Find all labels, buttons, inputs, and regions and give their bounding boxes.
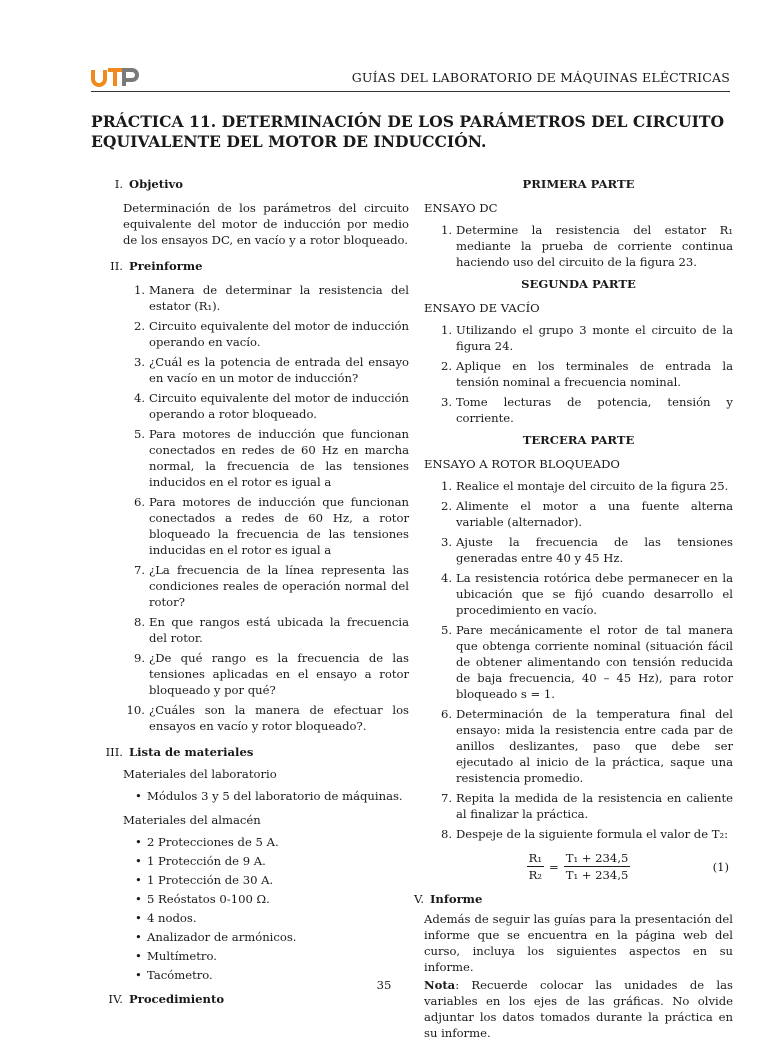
list-item xyxy=(424,478,733,494)
section-heading: Informe xyxy=(430,892,483,906)
preinforme-list xyxy=(91,282,409,734)
segunda-parte-list xyxy=(424,322,733,426)
list-item xyxy=(424,534,733,566)
list-item xyxy=(424,222,733,270)
bullet-item: • 5 Reóstatos 0-100 Ω. xyxy=(91,891,409,907)
bullet-item: • Analizador de armónicos. xyxy=(91,929,409,945)
tercera-parte-heading: TERCERA PARTE xyxy=(522,433,635,447)
bullet-item: • Tacómetro. xyxy=(91,967,409,983)
section-number: I. xyxy=(114,177,123,191)
page-title: PRÁCTICA 11. DETERMINACIÓN DE LOS PARÁMETROS DEL CIRCUITO EQUIVALENTE DEL MOTOR DE INDUCCIÓN. xyxy=(91,112,725,151)
primera-parte-list xyxy=(424,222,733,270)
item-number: 8. xyxy=(133,615,145,629)
list-item xyxy=(91,390,409,422)
item-number: 5. xyxy=(133,427,145,441)
informe-text: Además de seguir las guías para la presentación del informe que se encuentra en la página web del curso, incluya los siguientes aspectos en su informe. xyxy=(424,912,733,974)
note-label: Nota xyxy=(424,978,456,992)
header-title: GUÍAS DEL LABORATORIO DE MÁQUINAS ELÉCTRICAS xyxy=(351,70,730,85)
item-text: ¿Cuáles son la manera de efectuar los ensayos en vacío y rotor bloqueado?. xyxy=(149,703,409,733)
primera-parte-heading: PRIMERA PARTE xyxy=(522,177,635,191)
objetivo-text: Determinación de los parámetros del circuito equivalente del motor de inducción por medio de los ensayos DC, en vacío y a rotor bloqueado. xyxy=(123,201,409,247)
section-objetivo xyxy=(91,176,409,192)
list-item xyxy=(91,354,409,386)
list-item xyxy=(424,622,733,702)
item-text: Pare mecánicamente el rotor de tal manera que obtenga corriente nominal (situación fácil de obtener alimentando con tensión reducida de baja frecuencia, 40 – 45 Hz), para rotor bloqueado s = 1. xyxy=(456,623,733,701)
equation-number: (1) xyxy=(712,860,729,874)
item-number: 2. xyxy=(440,359,452,373)
list-item xyxy=(91,318,409,350)
item-text: Aplique en los terminales de entrada la tensión nominal a frecuencia nominal. xyxy=(456,359,733,389)
lab-materials-list xyxy=(91,788,409,804)
equals-sign: = xyxy=(549,859,559,874)
item-number: 1. xyxy=(440,323,452,337)
item-text: ¿Cuál es la potencia de entrada del ensayo en vacío en un motor de inducción? xyxy=(149,355,409,385)
bullet-item: • 1 Protección de 9 A. xyxy=(91,853,409,869)
list-item xyxy=(91,650,409,698)
item-number: 1. xyxy=(440,223,452,237)
section-number: III. xyxy=(105,745,123,759)
list-item xyxy=(91,494,409,558)
lab-materials-label: Materiales del laboratorio xyxy=(123,767,277,781)
list-item xyxy=(424,826,733,842)
note-text: : Recuerde colocar las unidades de las variables en los ejes de las gráficas. No olvide adjuntar los datos tomados durante la práctica en su informe. xyxy=(424,978,733,1040)
item-number: 4. xyxy=(440,571,452,585)
list-item xyxy=(424,706,733,786)
list-item xyxy=(91,614,409,646)
lhs-denominator: R₂ xyxy=(528,868,542,882)
item-number: 1. xyxy=(133,283,145,297)
item-text: Despeje de la siguiente formula el valor de T₂: xyxy=(456,827,729,841)
list-item xyxy=(424,570,733,618)
header-rule xyxy=(91,91,730,92)
list-item xyxy=(424,394,733,426)
item-number: 4. xyxy=(133,391,145,405)
item-text: En que rangos está ubicada la frecuencia del rotor. xyxy=(149,615,409,645)
page-number: 35 xyxy=(376,978,392,992)
item-text: Para motores de inducción que funcionan conectados en redes de 60 Hz en marcha normal, la frecuencia de las tensiones inducidos en el rotor es igual a xyxy=(149,427,409,489)
tercera-parte-list xyxy=(424,478,733,842)
item-text: Tome lecturas de potencia, tensión y corriente. xyxy=(456,395,733,425)
section-materiales xyxy=(91,744,409,760)
list-item xyxy=(91,702,409,734)
item-number: 1. xyxy=(440,479,452,493)
list-item xyxy=(424,498,733,530)
item-number: 10. xyxy=(126,703,145,717)
lhs-fraction xyxy=(527,850,544,883)
item-text: Repita la medida de la resistencia en caliente al finalizar la práctica. xyxy=(456,791,733,821)
section-preinforme xyxy=(91,258,409,274)
item-text: Alimente el motor a una fuente alterna variable (alternador). xyxy=(456,499,733,529)
item-text: ¿La frecuencia de la línea representa las condiciones reales de operación normal del rotor? xyxy=(149,563,409,609)
list-item xyxy=(424,790,733,822)
item-text: Utilizando el grupo 3 monte el circuito de la figura 24. xyxy=(456,323,733,353)
item-number: 8. xyxy=(440,827,452,841)
section-heading: Lista de materiales xyxy=(129,745,254,759)
item-number: 3. xyxy=(440,535,452,549)
ensayo-vacio-subheading: ENSAYO DE VACÍO xyxy=(424,301,540,315)
section-number: II. xyxy=(110,259,123,273)
item-number: 2. xyxy=(133,319,145,333)
item-text: Determinación de la temperatura final del ensayo: mida la resistencia entre cada par de anillos deslizantes, paso que debe ser ejecutado al inicio de la práctica, saque una resistencia promedio. xyxy=(456,707,733,785)
list-item xyxy=(424,322,733,354)
item-text: La resistencia rotórica debe permanecer en la ubicación que se fijó cuando desarrollo el procedimiento en vacío. xyxy=(456,571,733,617)
utp-logo xyxy=(91,66,141,88)
bullet-item: • 1 Protección de 30 A. xyxy=(91,872,409,888)
item-number: 6. xyxy=(133,495,145,509)
item-text: Circuito equivalente del motor de inducción operando en vacío. xyxy=(149,319,409,349)
item-text: Para motores de inducción que funcionan conectados a redes de 60 Hz, a rotor bloqueado la frecuencia de las tensiones inducidas en el rotor es igual a xyxy=(149,495,409,557)
item-number: 9. xyxy=(133,651,145,665)
item-text: Realice el montaje del circuito de la figura 25. xyxy=(456,479,729,493)
bullet-item: • Multímetro. xyxy=(91,948,409,964)
item-text: Ajuste la frecuencia de las tensiones generadas entre 40 y 45 Hz. xyxy=(456,535,733,565)
rhs-numerator: T₁ + 234,5 xyxy=(565,851,629,865)
section-heading: Procedimiento xyxy=(129,992,225,1006)
lhs-numerator: R₁ xyxy=(528,851,542,865)
item-number: 6. xyxy=(440,707,452,721)
rhs-denominator: T₁ + 234,5 xyxy=(565,868,629,882)
item-number: 3. xyxy=(133,355,145,369)
bullet-item: • Módulos 3 y 5 del laboratorio de máquinas. xyxy=(91,788,409,804)
item-number: 2. xyxy=(440,499,452,513)
bullet-item: • 2 Protecciones de 5 A. xyxy=(91,834,409,850)
list-item xyxy=(424,358,733,390)
list-item xyxy=(91,282,409,314)
bullet-item: • 4 nodos. xyxy=(91,910,409,926)
ensayo-rotor-subheading: ENSAYO A ROTOR BLOQUEADO xyxy=(424,457,620,471)
item-number: 5. xyxy=(440,623,452,637)
item-number: 7. xyxy=(133,563,145,577)
store-materials-list xyxy=(91,834,409,983)
store-materials-label: Materiales del almacén xyxy=(123,813,261,827)
item-text: ¿De qué rango es la frecuencia de las tensiones aplicadas en el ensayo a rotor bloqueado y por qué? xyxy=(149,651,409,697)
section-informe xyxy=(392,891,733,907)
section-procedimiento xyxy=(91,991,409,1007)
item-text: Circuito equivalente del motor de inducción operando a rotor bloqueado. xyxy=(149,391,409,421)
item-text: Manera de determinar la resistencia del estator (R₁). xyxy=(149,283,409,313)
section-number: V. xyxy=(413,892,424,906)
list-item xyxy=(91,562,409,610)
item-number: 7. xyxy=(440,791,452,805)
equation-1 xyxy=(424,850,733,883)
right-column xyxy=(413,176,733,1041)
ensayo-dc-subheading: ENSAYO DC xyxy=(424,201,498,215)
section-heading: Preinforme xyxy=(129,259,203,273)
rhs-fraction xyxy=(564,850,631,883)
section-number: IV. xyxy=(108,992,123,1006)
segunda-parte-heading: SEGUNDA PARTE xyxy=(521,277,636,291)
item-text: Determine la resistencia del estator R₁ mediante la prueba de corriente continua haciendo uso del circuito de la figura 23. xyxy=(456,223,733,269)
section-heading: Objetivo xyxy=(129,177,184,191)
item-number: 3. xyxy=(440,395,452,409)
left-column xyxy=(91,176,409,1015)
list-item xyxy=(91,426,409,490)
